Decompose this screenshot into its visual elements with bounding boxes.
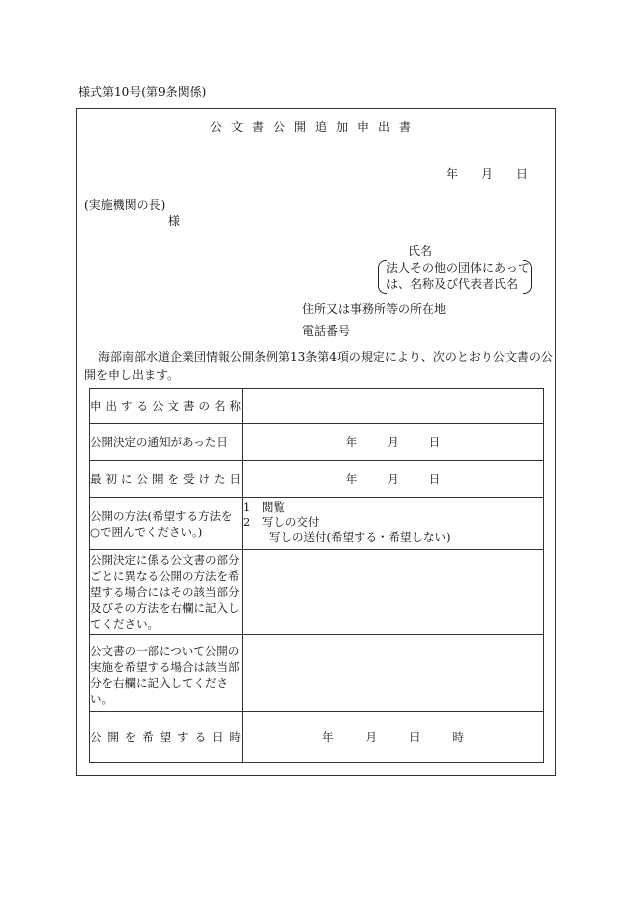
table-row xyxy=(90,389,544,424)
partial-methods-field[interactable] xyxy=(243,550,544,635)
partial-disclosure-field[interactable] xyxy=(243,635,544,712)
row-label-document-name: 申出する公文書の名称 xyxy=(90,389,243,424)
row-label-notice-date: 公開決定の通知があった日 xyxy=(90,424,243,461)
desired-year: 年 xyxy=(322,730,334,744)
first-disclosure-date-field[interactable] xyxy=(243,461,544,498)
date-year: 年 xyxy=(446,167,459,181)
request-table xyxy=(89,388,544,763)
corporate-note-line2: は、名称及び代表者氏名 xyxy=(386,277,519,291)
notice-date-field[interactable] xyxy=(243,424,544,461)
first-date-year: 年 xyxy=(345,472,358,486)
desired-datetime-field[interactable] xyxy=(243,712,544,763)
table-row xyxy=(90,461,544,498)
date-day: 日 xyxy=(516,167,529,181)
notice-date-month: 月 xyxy=(387,435,399,449)
method-option-copy-mailing[interactable]: 写しの送付(希望する・希望しない) xyxy=(269,530,451,544)
row-label-desired-datetime: 公開を希望する日時 xyxy=(90,712,243,763)
method-option-viewing[interactable]: 1 閲覧 xyxy=(243,500,285,514)
form-title: 公文書公開追加申出書 xyxy=(209,120,420,134)
desired-day: 日 xyxy=(409,730,421,744)
corporate-note xyxy=(378,260,532,292)
row-label-first-disclosure-date: 最初に公開を受けた日 xyxy=(90,461,243,498)
phone-label: 電話番号 xyxy=(302,324,351,338)
first-date-day: 日 xyxy=(428,472,441,486)
recipient-honorific: 様 xyxy=(168,214,181,228)
table-row xyxy=(90,498,544,550)
desired-hour: 時 xyxy=(452,730,464,744)
row-label-partial-disclosure: 公文書の一部について公開の実施を希望する場合は該当部分を右欄に記入してください。 xyxy=(90,635,243,712)
date-month: 月 xyxy=(481,167,494,181)
desired-month: 月 xyxy=(365,730,377,744)
corporate-note-line1: 法人その他の団体にあって xyxy=(386,261,530,275)
table-row xyxy=(90,635,544,712)
notice-date-year: 年 xyxy=(345,435,358,449)
first-date-month: 月 xyxy=(387,472,399,486)
applicant-name-label: 氏名 xyxy=(408,244,433,258)
disclosure-method-field[interactable] xyxy=(243,498,544,550)
row-label-disclosure-method: 公開の方法(希望する方法を○で囲んでください。) xyxy=(90,498,243,550)
recipient-org: (実施機関の長) xyxy=(84,198,166,212)
table-row xyxy=(90,550,544,635)
document-name-field[interactable] xyxy=(243,389,544,424)
table-row xyxy=(90,712,544,763)
table-row xyxy=(90,424,544,461)
form-code: 様式第10号(第9条関係) xyxy=(78,85,207,99)
request-statement: 海部南部水道企業団情報公開条例第13条第4項の規定により、次のとおり公文書の公開を申し出ます。 xyxy=(84,350,553,382)
row-label-partial-methods: 公開決定に係る公文書の部分ごとに異なる公開の方法を希望する場合にはその該当部分及びその方法を右欄に記入してください。 xyxy=(90,550,243,635)
address-label: 住所又は事務所等の所在地 xyxy=(302,302,447,316)
notice-date-day: 日 xyxy=(428,435,441,449)
method-option-copy-delivery[interactable]: 2 写しの交付 xyxy=(243,515,320,529)
